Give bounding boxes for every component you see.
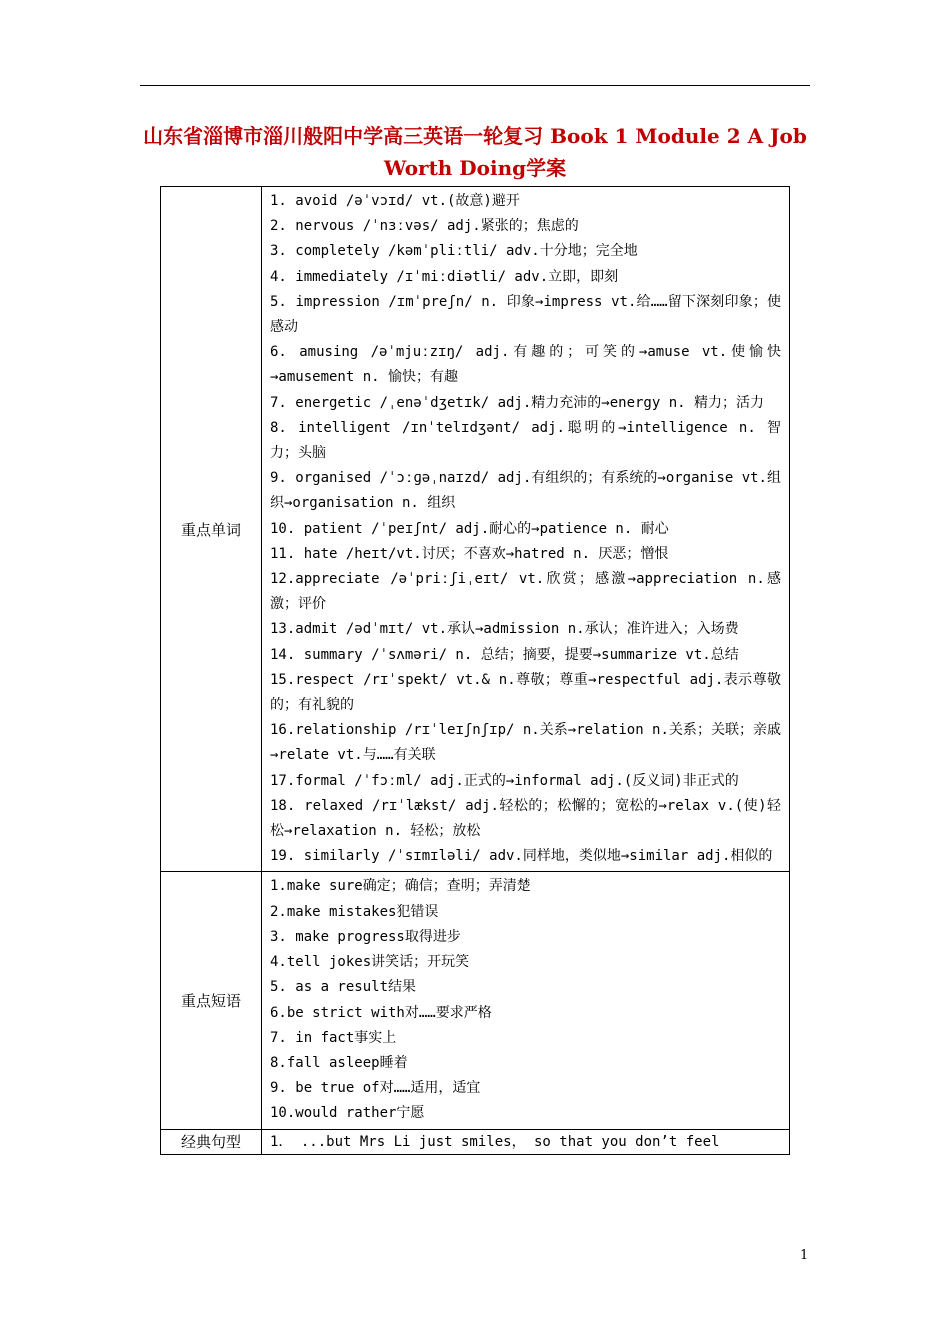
list-item: 4.tell jokes讲笑话；开玩笑 — [270, 954, 470, 971]
document-title: 山东省淄博市淄川般阳中学高三英语一轮复习 Book 1 Module 2 A Job Worth Doing学案 — [143, 124, 807, 180]
list-item: 3. make progress取得进步 — [270, 928, 461, 945]
phrases-row — [161, 872, 790, 1129]
category-label-sentences: 经典句型 — [161, 1129, 262, 1154]
list-item: 6. amusing /əˈmjuːzɪŋ/ adj.有趣的；可笑的→amuse vt.使愉快→amusement n. 愉快；有趣 — [270, 344, 781, 386]
list-item: 12.appreciate /əˈpriːʃiˌeɪt/ vt.欣赏；感激→appreciation n.感激；评价 — [270, 571, 781, 613]
list-item: 9. be true of对……适用，适宜 — [270, 1080, 481, 1097]
list-item: 16.relationship /rɪˈleɪʃnʃɪp/ n.关系→relation n.关系；关联；亲戚→relate vt.与……有关联 — [270, 722, 781, 764]
phrases-list — [262, 872, 790, 1129]
list-item: 6.be strict with对……要求严格 — [270, 1004, 492, 1021]
category-label-words: 重点单词 — [161, 187, 262, 872]
sentences-row — [161, 1129, 790, 1154]
category-label-phrases: 重点短语 — [161, 872, 262, 1129]
list-item: 7. in fact事实上 — [270, 1029, 397, 1046]
page-number: 1 — [800, 1248, 809, 1263]
list-item: 1. avoid /əˈvɔɪd/ vt.(故意)避开 — [270, 193, 520, 209]
list-item: 1.make sure确定；确信；查明；弄清楚 — [270, 878, 531, 895]
list-item: 5. impression /ɪmˈpreʃn/ n. 印象→impress vt.给……留下深刻印象；使感动 — [270, 293, 781, 336]
list-item: 5. as a result结果 — [270, 979, 417, 996]
list-item: 17.formal /ˈfɔːml/ adj.正式的→informal adj.(反义词)非正式的 — [270, 772, 739, 789]
list-item: 11. hate /heɪt/vt.讨厌；不喜欢→hatred n. 厌恶；憎恨 — [270, 545, 669, 562]
list-item: 2. nervous /ˈnɜːvəs/ adj.紧张的；焦虑的 — [270, 218, 579, 235]
list-item: 19. similarly /ˈsɪmɪləli/ adv.同样地，类似地→similar adj.相似的 — [270, 848, 773, 865]
list-item: 8.fall asleep睡着 — [270, 1054, 408, 1071]
list-item: 2.make mistakes犯错误 — [270, 903, 439, 920]
list-item: 1． ...but Mrs Li just smiles， so that you don’t feel — [270, 1133, 720, 1150]
sentences-list — [262, 1129, 790, 1154]
list-item: 8. intelligent /ɪnˈtelɪdʒənt/ adj.聪明的→intelligence n. 智力；头脑 — [270, 419, 781, 462]
list-item: 4. immediately /ɪˈmiːdiətli/ adv.立即，即刻 — [270, 268, 619, 285]
list-item: 7. energetic /ˌenəˈdʒetɪk/ adj.精力充沛的→energy n. 精力；活力 — [270, 394, 765, 411]
words-list — [262, 187, 790, 872]
list-item: 18. relaxed /rɪˈlækst/ adj.轻松的；松懈的；宽松的→relax v.(使)轻松→relaxation n. 轻松；放松 — [270, 797, 781, 840]
list-item: 9. organised /ˈɔːɡəˌnaɪzd/ adj.有组织的；有系统的→organise vt.组织→organisation n. 组织 — [270, 470, 781, 512]
list-item: 14. summary /ˈsʌməri/ n. 总结；摘要，提要→summarize vt.总结 — [270, 646, 739, 663]
list-item: 13.admit /ədˈmɪt/ vt.承认→admission n.承认；准许进入；入场费 — [270, 621, 739, 638]
header-rule — [140, 85, 810, 86]
list-item: 10.would rather宁愿 — [270, 1105, 425, 1122]
study-table — [160, 186, 790, 1155]
list-item: 10. patient /ˈpeɪʃnt/ adj.耐心的→patience n. 耐心 — [270, 520, 669, 537]
words-row — [161, 187, 790, 872]
list-item: 3. completely /kəmˈpliːtli/ adv.十分地；完全地 — [270, 243, 638, 260]
list-item: 15.respect /rɪˈspekt/ vt.& n.尊敬；尊重→respectful adj.表示尊敬的；有礼貌的 — [270, 671, 781, 714]
